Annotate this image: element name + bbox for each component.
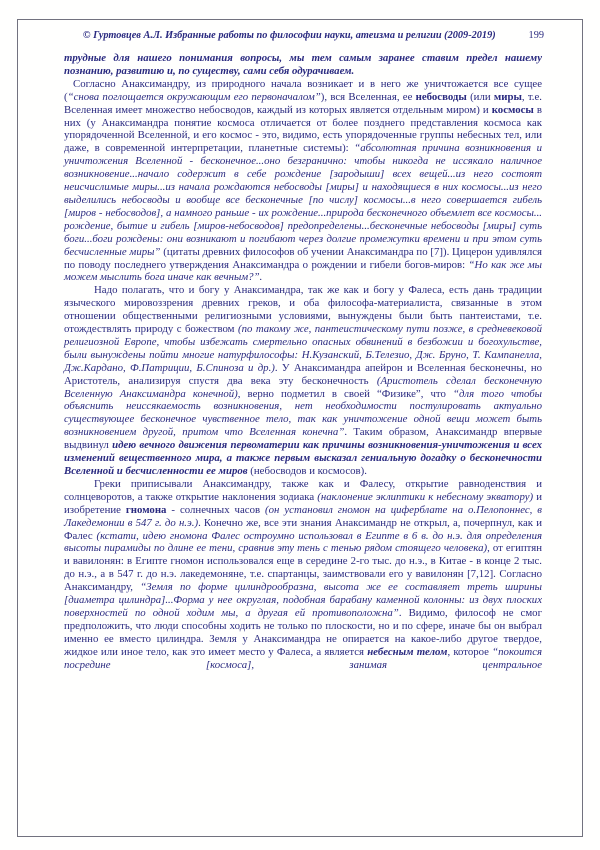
text-segment: . Видимо, философ не смог предположить, что люди способны ходить не только по плоскости, но и по сфере, иначе бы он выбрал именно ее вместо цилиндра. Земля у Анаксимандра не опирается на какое-либо другое твердое, жидкое или иное тело, как это имеет место у Фалеса, а является — [64, 606, 543, 658]
text-segment: (цитаты древних философов об учении Анаксимандра по [7]). Цицерон удивлялся по поводу последнего утверждения Анаксимандра о рождении и гибели богов-миров: — [64, 245, 542, 271]
text-segment: “Но как же мы можем мыслить бога иначе как вечным?”. — [64, 258, 542, 284]
text-segment: гномона — [125, 503, 167, 516]
text-segment: , верно подметил в своей “Физике”, что — [237, 387, 453, 400]
text-segment: “снова поглощается окружающим его первоначалом” — [67, 90, 321, 103]
text-segment: трудные для нашего понимания вопросы, мы тем самым заранее ставим предел нашему познанию, развитию и, по существу, сами себя одурачиваем. — [64, 52, 542, 77]
paragraph — [64, 478, 542, 672]
paragraph — [64, 78, 542, 285]
text-segment: (по такому же, пантеистическому пути позже, в средневековой религиозной Европе, чтобы избежать смертельно опасных обвинений в безбожии и богохульстве, были вынуждены пойти многие натурфилософы: Н.Кузанский, Б.Телезио, Дж. Бруно, Т. Кампанелла, Дж.Кардано, Ф.Патриции, Б.Спиноза и др.) — [64, 323, 543, 374]
text-segment: Греки приписывали Анаксимандру, также как и Фалесу, открытие равноденствия и солнцеворотов, а также открытие наклонения зодиака — [64, 477, 542, 503]
text-segment: космосы — [491, 103, 534, 116]
text-segment: (или — [466, 90, 494, 103]
text-body — [64, 52, 542, 672]
text-segment: . Конечно же, все эти знания Анаксимандр не открыл, а, почерпнул, как и Фалес — [64, 516, 542, 542]
text-segment: , т.е. Вселенная имеет множество небосводов, каждый из которых является отдельным миром) и — [64, 90, 542, 116]
text-segment: небесным телом — [367, 645, 448, 658]
text-segment: (наклонение эклиптики к небесному экватору) — [317, 490, 534, 503]
text-segment: - солнечных часов — [166, 503, 266, 516]
text-segment: Согласно Анаксимандру, из природного начала возникает и в него же уничтожается все сущее ( — [64, 77, 542, 103]
text-segment: , от египтян и вавилонян: в Египте гномон использовался еще в середине 2-го тыс. до н.э., в Китае - в конце 2 тыс. до н.э., а в 547 г. до н.э. лакедемоняне, т.е. спартанцы, заимствовали его у вавилонян [7,12]. Согласно Анаксимандру, — [64, 542, 543, 594]
text-segment: в них (у Анаксимандра понятие космоса отличается от более позднего представления космоса как упорядоченной Вселенной, и его космос - это, видимо, есть упорядоченные группы небесных тел, или даже, в современной интерпретации, планетные системы): — [64, 103, 542, 155]
running-title: © Гуртовцев А.Л. Избранные работы по философии науки, атеизма и религии (2009-2019) — [82, 30, 496, 41]
page-header — [62, 30, 544, 41]
text-segment: . У Анаксимандра апейрон и Вселенная бесконечны, но Аристотель, анализируя спустя два века эту бесконечность — [64, 361, 542, 387]
text-segment: “покоится посредине [космоса], занимая центральное — [64, 645, 543, 671]
text-segment: ), вся Вселенная, ее — [320, 90, 416, 103]
text-segment: , которое — [447, 645, 493, 658]
text-segment: (он установил гномон на циферблате на о.Пелопоннес, в Лакедемонии в 547 г. до н.э.) — [64, 503, 542, 529]
text-segment: (кстати, идею гномона Фалес остроумно использовал в Египте в 6 в. до н.э. для определения высоты пирамиды по длине ее тени, сравнив эту тень с тенью рядом стоящего человека) — [64, 529, 542, 555]
text-segment: миры — [493, 90, 522, 103]
page-number: 199 — [528, 30, 544, 41]
paragraph — [64, 52, 542, 78]
text-segment: небосводы — [415, 90, 467, 103]
text-segment: идею вечного движения первоматерии как причины возникновения-уничтожения и всех изменений вещественного мира, а также первым высказал гениальную догадку о бесконечности Вселенной и бесчисленности ее миров — [64, 439, 543, 477]
paragraph — [64, 284, 542, 478]
text-segment: “Земля по форме цилиндрообразна, высота же ее составляет треть ширины [диаметра цилиндра]...Форма у нее округлая, подобная барабану каменной колонны: из двух плоских поверхностей по одной ходим мы, а другая ей противоположна” — [64, 581, 542, 619]
text-segment: . Таким образом, Анаксимандр впервые выдвинул — [64, 426, 542, 452]
text-segment: (небосводов и космосов). — [250, 465, 367, 477]
text-segment: “для того чтобы объяснить неиссякаемость возникновения, нет необходимости постулировать актуально существующее бесконечное чувственное тело, так как уничтожение одной вещи может быть возникновением другой, притом что Вселенная конечна” — [64, 387, 542, 439]
text-segment: (Аристотель сделал бесконечную Вселенную Анаксимандра конечной) — [64, 374, 542, 400]
text-segment: Надо полагать, что и богу у Анаксимандра, так же как и богу у Фалеса, есть дань традиции языческого мировоззрения древних греков, и оба философа-материалиста, связанные в этом отношении общественными религиозными условиями, вынуждены были быть пантеистами, т.е. отождествлять природу с божеством — [64, 284, 542, 336]
text-segment: и изобретение — [64, 490, 542, 516]
text-segment: “абсолютная причина возникновения и уничтожения Вселенной - бесконечное...оно безгранично: чтобы никогда не иссякало наличное возникновение...начало содержит в себе рождение [зародыши] всех вещей...из него состоят неисчислимые миры...из начала рождаются небосводы [миры] и находящиеся в них космосы...из него выделились небосводы и вообще все бесконечные [по числу] космосы...в него совершается гибель [миров - небосводов], а намного раньше - их рождение...природа бесконечного объемлет все космосы... рождение, бытие и гибель [миров-небосводов] предопределены...бесконечные небосводы [миры] суть боги...боги рождены: они возникают и погибают через долгие промежутки времени и при этом суть бесчисленные миры” — [64, 142, 542, 258]
